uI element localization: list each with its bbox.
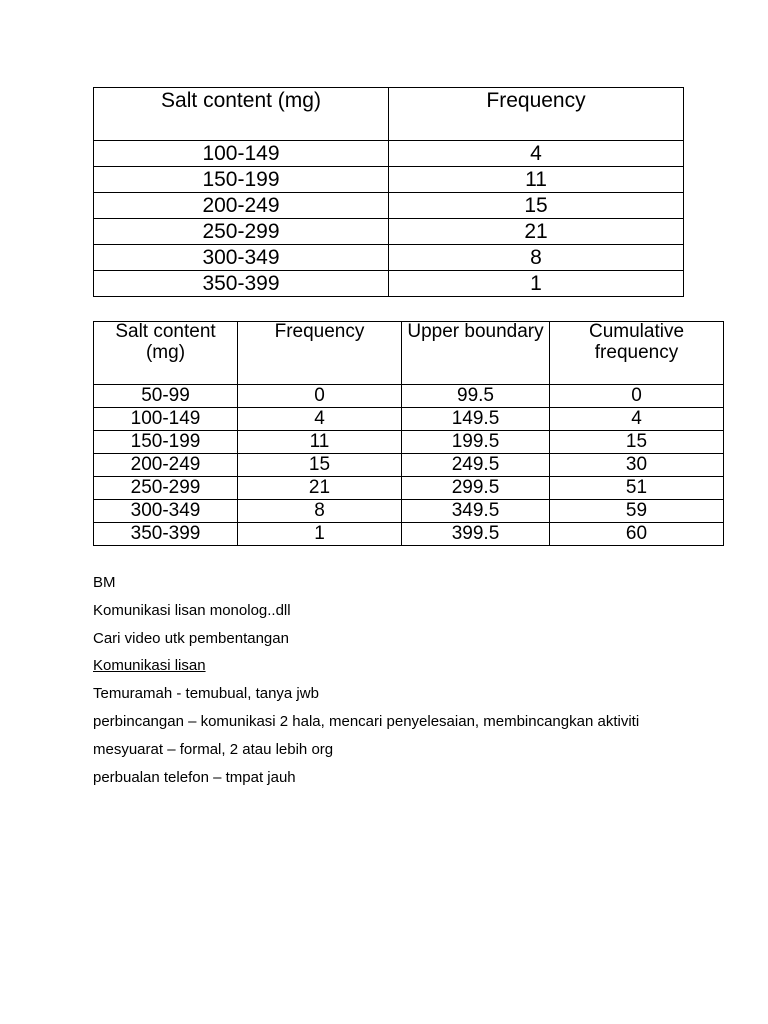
cell-frequency: 4 bbox=[238, 408, 402, 431]
cell-frequency: 8 bbox=[238, 500, 402, 523]
header-cumulative-frequency: Cumulative frequency bbox=[550, 322, 724, 385]
cell-upper-boundary: 99.5 bbox=[402, 385, 550, 408]
table-row bbox=[94, 454, 724, 477]
cell-salt-range: 250-299 bbox=[94, 477, 238, 500]
cell-cumulative-frequency: 0 bbox=[550, 385, 724, 408]
cell-cumulative-frequency: 60 bbox=[550, 523, 724, 546]
cell-salt-range: 100-149 bbox=[94, 141, 389, 167]
cell-frequency: 4 bbox=[389, 141, 684, 167]
note-line: Temuramah - temubual, tanya jwb bbox=[93, 685, 319, 703]
table-header-row bbox=[94, 88, 684, 141]
note-line: perbincangan – komunikasi 2 hala, mencari penyelesaian, membincangkan aktiviti bbox=[93, 712, 640, 730]
cell-salt-range: 300-349 bbox=[94, 500, 238, 523]
cell-frequency: 21 bbox=[389, 219, 684, 245]
cell-salt-range: 200-249 bbox=[94, 193, 389, 219]
cell-frequency: 1 bbox=[238, 523, 402, 546]
cell-salt-range: 50-99 bbox=[94, 385, 238, 408]
note-line-heading bbox=[93, 655, 713, 683]
salt-frequency-table bbox=[93, 87, 684, 297]
cell-salt-range: 150-199 bbox=[94, 431, 238, 454]
cell-frequency: 1 bbox=[389, 271, 684, 297]
note-line: Komunikasi lisan monolog..dll bbox=[93, 601, 291, 619]
cell-upper-boundary: 149.5 bbox=[402, 408, 550, 431]
table-header-row bbox=[94, 322, 724, 385]
table-row bbox=[94, 245, 684, 271]
table-row bbox=[94, 193, 684, 219]
table-row bbox=[94, 431, 724, 454]
table-row bbox=[94, 219, 684, 245]
header-frequency: Frequency bbox=[238, 322, 402, 385]
cell-frequency: 15 bbox=[238, 454, 402, 477]
table-row bbox=[94, 523, 724, 546]
table-row bbox=[94, 271, 684, 297]
cell-salt-range: 150-199 bbox=[94, 167, 389, 193]
cell-salt-range: 200-249 bbox=[94, 454, 238, 477]
cell-salt-range: 300-349 bbox=[94, 245, 389, 271]
cell-cumulative-frequency: 30 bbox=[550, 454, 724, 477]
note-line: BM bbox=[93, 574, 116, 591]
cumulative-frequency-table bbox=[93, 321, 724, 546]
table-row bbox=[94, 167, 684, 193]
cell-cumulative-frequency: 51 bbox=[550, 477, 724, 500]
cell-salt-range: 350-399 bbox=[94, 523, 238, 546]
cell-salt-range: 350-399 bbox=[94, 271, 389, 297]
cell-upper-boundary: 299.5 bbox=[402, 477, 550, 500]
cell-salt-range: 100-149 bbox=[94, 408, 238, 431]
cell-upper-boundary: 199.5 bbox=[402, 431, 550, 454]
table-row bbox=[94, 500, 724, 523]
note-line: mesyuarat – formal, 2 atau lebih org bbox=[93, 740, 334, 758]
table-row bbox=[94, 408, 724, 431]
cell-cumulative-frequency: 15 bbox=[550, 431, 724, 454]
cell-upper-boundary: 249.5 bbox=[402, 454, 550, 477]
table-row bbox=[94, 141, 684, 167]
note-line: perbualan telefon – tmpat jauh bbox=[93, 768, 296, 786]
cell-cumulative-frequency: 4 bbox=[550, 408, 724, 431]
header-salt-content: Salt content (mg) bbox=[94, 322, 238, 385]
cell-frequency: 0 bbox=[238, 385, 402, 408]
cell-frequency: 8 bbox=[389, 245, 684, 271]
note-underlined-heading: Komunikasi lisan bbox=[93, 657, 206, 675]
cell-upper-boundary: 399.5 bbox=[402, 523, 550, 546]
note-line: Cari video utk pembentangan bbox=[93, 629, 289, 647]
cell-frequency: 11 bbox=[238, 431, 402, 454]
cell-salt-range: 250-299 bbox=[94, 219, 389, 245]
header-salt-content: Salt content (mg) bbox=[94, 88, 389, 141]
cell-frequency: 11 bbox=[389, 167, 684, 193]
cell-upper-boundary: 349.5 bbox=[402, 500, 550, 523]
cell-frequency: 15 bbox=[389, 193, 684, 219]
notes-section bbox=[93, 572, 713, 794]
table-row bbox=[94, 477, 724, 500]
header-upper-boundary: Upper boundary bbox=[402, 322, 550, 385]
header-frequency: Frequency bbox=[389, 88, 684, 141]
cell-frequency: 21 bbox=[238, 477, 402, 500]
cell-cumulative-frequency: 59 bbox=[550, 500, 724, 523]
table-row bbox=[94, 385, 724, 408]
